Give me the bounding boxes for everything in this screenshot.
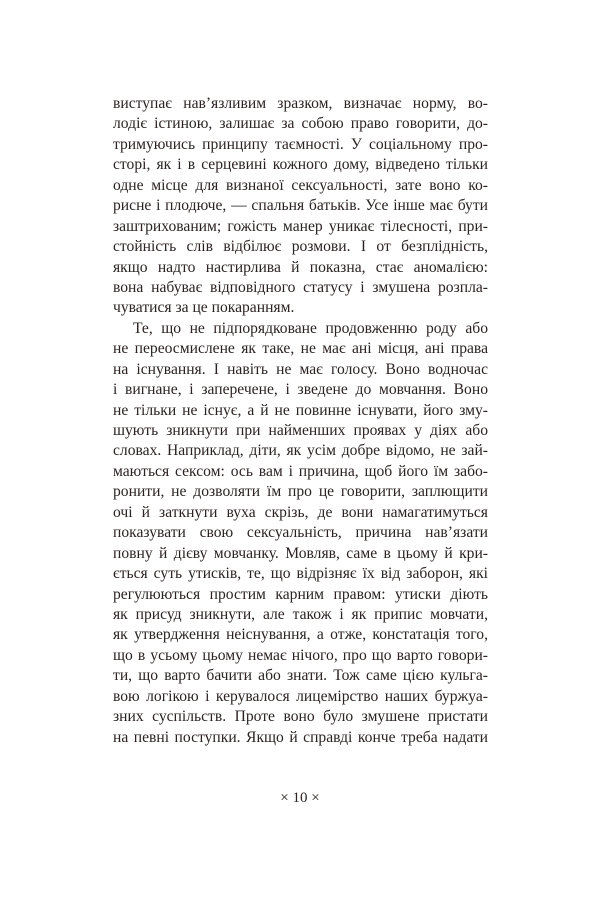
text-line: словах. Наприклад, діти, як усім добре відомо, не зай- <box>113 442 488 460</box>
text-line: Те, що не підпорядковане продовженню роду або <box>133 319 488 337</box>
text-line: стойність слів відбілює розмови. І от безплідність, <box>113 238 488 256</box>
text-line: ти, що варто бачити або знати. Тож саме цією кульга- <box>113 667 488 685</box>
body-text <box>113 94 488 748</box>
text-line: вона набуває відповідного статусу і змушена розпла- <box>113 278 488 296</box>
text-line: і вигнане, і заперечене, і зведене до мовчання. Воно <box>113 381 488 399</box>
text-line: очі й заткнути вуха скрізь, де вони намагатимуться <box>113 503 488 521</box>
text-line: показувати свою сексуальність, причина нав’язати <box>113 524 488 542</box>
text-line: ється суть утисків, те, що відрізняє їх від заборон, які <box>113 565 488 583</box>
text-line: чуватися за це покаранням. <box>113 299 295 317</box>
text-line: шують зникнути при найменших проявах у діях або <box>113 422 488 439</box>
text-line: рисне і плодюче, — спальня батьків. Усе інше має бути <box>113 197 488 215</box>
text-line: вою логікою і керувалося лицемірство наших буржуа- <box>113 687 488 705</box>
text-line: заштрихованим; гожість манер уникає тілесності, при- <box>113 217 488 235</box>
text-line: виступає нав’язливим зразком, визначає норму, во- <box>113 95 488 112</box>
text-line: повну й дієву мовчанку. Мовляв, саме в цьому й кри- <box>113 544 488 562</box>
text-line: як присуд зникнути, але також і як припис мовчати, <box>113 605 488 623</box>
text-line: на певні поступки. Якщо й справді конче треба надати <box>113 728 488 746</box>
text-line: не переосмислене як таке, не має ані місця, ані права <box>113 340 488 358</box>
text-line: регулюються простим карним правом: утиски діють <box>113 585 488 603</box>
text-line: що в усьому цьому немає нічого, про що варто говори- <box>113 646 488 664</box>
text-line: не тільки не існує, а й не повинне існувати, його зму- <box>113 401 488 419</box>
page-number: × 10 × <box>280 790 320 806</box>
text-line: одне місце для визнаної сексуальності, зате воно ко- <box>113 176 488 194</box>
text-line: якщо надто настирлива й показна, стає аномалією: <box>113 258 488 276</box>
text-line: тримуючись принципу таємності. У соціальному про- <box>113 135 488 153</box>
text-line: як утвердження неіснування, а отже, констатація того, <box>113 626 488 644</box>
text-line: лодіє істиною, залишає за собою право говорити, до- <box>113 115 488 133</box>
text-line: на існування. І навіть не має голосу. Воно водночас <box>113 360 488 378</box>
text-line: ронити, не дозволяти їм про це говорити, заплющити <box>113 483 488 501</box>
text-line: маються сексом: ось вам і причина, щоб його їм забо- <box>113 462 488 480</box>
text-line: сторі, як і в серцевині кожного дому, відведено тільки <box>113 156 488 174</box>
text-line: зних суспільств. Проте воно було змушене пристати <box>113 708 488 726</box>
